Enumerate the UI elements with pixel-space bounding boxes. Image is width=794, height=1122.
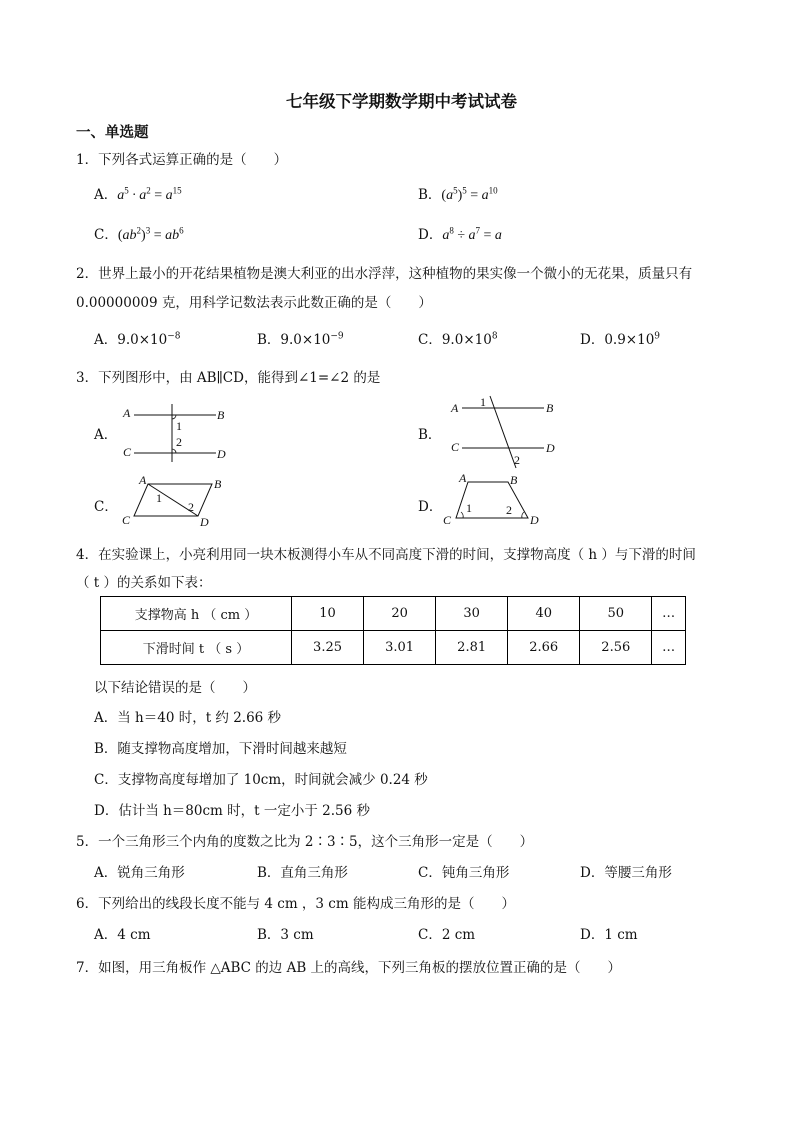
table-cell: 2.81: [436, 631, 508, 665]
option-label: A．: [94, 332, 118, 348]
q3-option-b-label[interactable]: B．: [418, 427, 442, 443]
formula: $(a^5)^5 = a^{10}$: [441, 185, 498, 203]
svg-text:C: C: [122, 513, 131, 527]
q3-option-d-label[interactable]: D．: [418, 499, 443, 515]
svg-text:A: A: [139, 474, 147, 487]
formula: $9.0\times 10^{-9}$: [280, 331, 344, 348]
section-heading: 一、单选题: [76, 125, 149, 141]
svg-text:2: 2: [506, 503, 512, 517]
q1-option-d[interactable]: [418, 223, 502, 244]
svg-text:A: A: [123, 406, 131, 420]
q1-stem: 1．下列各式运算正确的是（ ）: [76, 152, 288, 168]
table-cell: 40: [508, 597, 580, 631]
q3-option-c-label[interactable]: C．: [94, 499, 118, 515]
svg-text:A: A: [451, 401, 459, 415]
svg-text:A: A: [459, 472, 467, 485]
table-header-height: 支撑物高 h （ cm ）: [101, 597, 292, 631]
table-row: [101, 631, 686, 665]
q3-figure-d: [440, 472, 552, 532]
formula: $a^5 \cdot a^2 = a^{15}$: [117, 185, 182, 203]
option-label: C．: [418, 332, 442, 348]
height-time-table: [100, 596, 686, 665]
svg-text:D: D: [546, 441, 555, 455]
formula: $a^8 \div a^7 = a$: [442, 225, 502, 243]
svg-text:C: C: [443, 513, 452, 527]
table-cell: 2.56: [580, 631, 652, 665]
q2-option-a[interactable]: [94, 328, 181, 348]
option-label: D．: [418, 227, 443, 243]
q4-stem-line1: 4．在实验课上，小亮利用同一块木板测得小车从不同高度下滑的时间，支撑物高度（ h ）与下滑的时间: [76, 547, 696, 563]
q2-stem-line1: 2．世界上最小的开花结果植物是澳大利亚的出水浮萍，这种植物的果实像一个微小的无花果，质量只有: [76, 266, 693, 282]
table-cell: 3.01: [364, 631, 436, 665]
table-cell: …: [652, 597, 686, 631]
q7-stem: 7．如图，用三角板作 △ABC 的边 AB 上的高线，下列三角板的摆放位置正确的是（ ）: [76, 960, 622, 976]
svg-text:B: B: [546, 401, 554, 415]
q3-figure-c: [118, 474, 230, 530]
q2-option-b[interactable]: [257, 328, 344, 348]
q3-figure-b: [448, 392, 568, 472]
table-cell: 10: [292, 597, 364, 631]
svg-text:B: B: [217, 408, 225, 422]
table-cell: 20: [364, 597, 436, 631]
q4-option-a[interactable]: A．当 h＝40 时，t 约 2.66 秒: [94, 710, 282, 726]
svg-text:2: 2: [188, 500, 194, 514]
formula: $(ab^2)^3 = ab^6$: [117, 225, 184, 243]
page-title: 七年级下学期数学期中考试试卷: [286, 92, 517, 111]
q5-option-b[interactable]: B．直角三角形: [257, 865, 348, 881]
q2-option-d[interactable]: [580, 328, 660, 348]
formula: $9.0\times 10^8$: [441, 331, 498, 348]
svg-text:1: 1: [480, 395, 486, 409]
q5-option-d[interactable]: D．等腰三角形: [580, 865, 672, 881]
formula: $0.9\times 10^9$: [604, 331, 661, 348]
svg-text:2: 2: [176, 435, 182, 449]
svg-text:B: B: [510, 473, 518, 487]
table-cell: 3.25: [292, 631, 364, 665]
q1-option-a[interactable]: [94, 183, 182, 204]
q3-option-a-label[interactable]: A．: [94, 427, 118, 443]
q6-option-a[interactable]: A．4 cm: [94, 927, 151, 943]
table-cell: 30: [436, 597, 508, 631]
svg-text:D: D: [217, 447, 226, 461]
svg-text:B: B: [214, 477, 222, 491]
option-label: A．: [94, 187, 118, 203]
table-cell: …: [652, 631, 686, 665]
q5-option-a[interactable]: A．锐角三角形: [94, 865, 185, 881]
q6-stem: 6．下列给出的线段长度不能与 4 cm ，3 cm 能构成三角形的是（ ）: [76, 896, 515, 912]
svg-text:C: C: [451, 440, 460, 454]
table-header-time: 下滑时间 t （ s ）: [101, 631, 292, 665]
q6-option-d[interactable]: D．1 cm: [580, 927, 638, 943]
q3-stem: 3．下列图形中，由 AB∥CD，能得到∠1=∠2 的是: [76, 370, 381, 386]
q4-option-c[interactable]: C．支撑物高度每增加了 10cm，时间就会减少 0.24 秒: [94, 772, 428, 788]
svg-text:1: 1: [156, 491, 162, 505]
table-cell: 50: [580, 597, 652, 631]
formula: $9.0\times 10^{-8}$: [117, 331, 181, 348]
q4-option-d[interactable]: D．估计当 h＝80cm 时，t 一定小于 2.56 秒: [94, 803, 370, 819]
svg-text:D: D: [200, 515, 209, 529]
q6-option-c[interactable]: C．2 cm: [418, 927, 476, 943]
q5-option-c[interactable]: C．钝角三角形: [418, 865, 510, 881]
table-cell: 2.66: [508, 631, 580, 665]
q1-option-b[interactable]: [418, 183, 498, 204]
q6-option-b[interactable]: B．3 cm: [257, 927, 314, 943]
svg-text:C: C: [123, 445, 132, 459]
option-label: D．: [580, 332, 605, 348]
q2-option-c[interactable]: [418, 328, 498, 348]
svg-text:D: D: [530, 513, 539, 527]
q4-lead: 以下结论错误的是（ ）: [94, 680, 256, 696]
svg-text:1: 1: [176, 419, 182, 433]
table-row: [101, 597, 686, 631]
q3-figure-a: [118, 396, 238, 468]
q1-option-c[interactable]: [94, 223, 184, 244]
q2-stem-line2: 0.00000009 克，用科学记数法表示此数正确的是（ ）: [76, 295, 432, 311]
option-label: B．: [257, 332, 281, 348]
q5-stem: 5．一个三角形三个内角的度数之比为 2∶3∶5，这个三角形一定是（ ）: [76, 834, 534, 850]
q4-option-b[interactable]: B．随支撑物高度增加，下滑时间越来越短: [94, 741, 347, 757]
option-label: C．: [94, 227, 118, 243]
q4-stem-line2: （ t ）的关系如下表：: [76, 575, 212, 591]
svg-text:2: 2: [514, 453, 520, 467]
svg-text:1: 1: [466, 501, 472, 515]
option-label: B．: [418, 187, 442, 203]
